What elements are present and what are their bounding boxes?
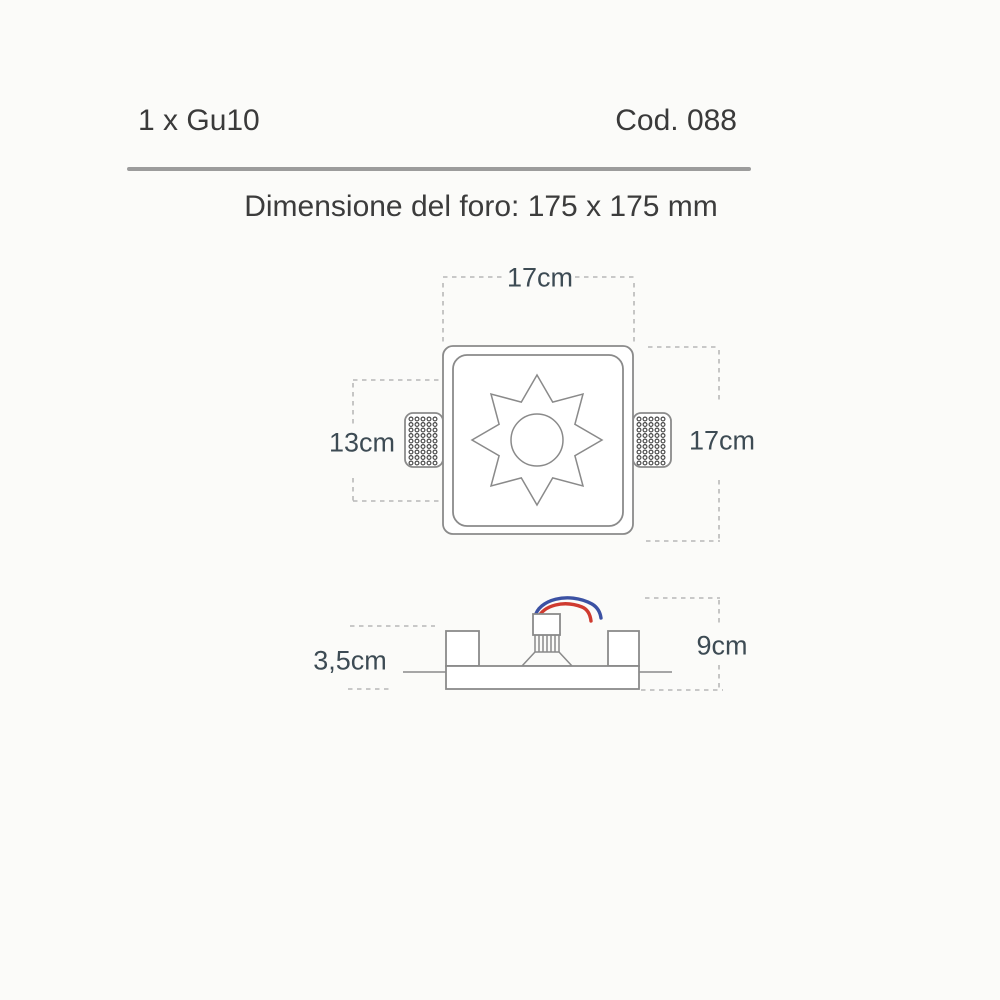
fixture-inner-frame	[453, 355, 623, 526]
side-depth-label: 3,5cm	[313, 645, 387, 676]
mounting-clip-right	[633, 413, 671, 467]
front-width-label: 17cm	[506, 262, 574, 293]
front-view-diagram	[330, 255, 770, 555]
housing-block-right	[608, 631, 639, 666]
housing-block-left	[446, 631, 479, 666]
lamp-socket	[533, 614, 560, 635]
front-height-label: 17cm	[688, 425, 756, 456]
housing-base-plate	[446, 666, 639, 689]
front-recess-label: 13cm	[328, 427, 396, 458]
header-divider	[127, 167, 751, 171]
side-height-label: 9cm	[696, 630, 748, 661]
lamp-bell	[522, 652, 572, 666]
gu10-lamp-holder	[522, 614, 572, 666]
mounting-clip-left	[405, 413, 443, 467]
product-code-label: Cod. 088	[615, 104, 737, 137]
hole-dimension-title: Dimensione del foro: 175 x 175 mm	[244, 190, 718, 223]
lamp-ribbed-neck	[535, 635, 559, 652]
lamp-type-label: 1 x Gu10	[138, 104, 260, 137]
